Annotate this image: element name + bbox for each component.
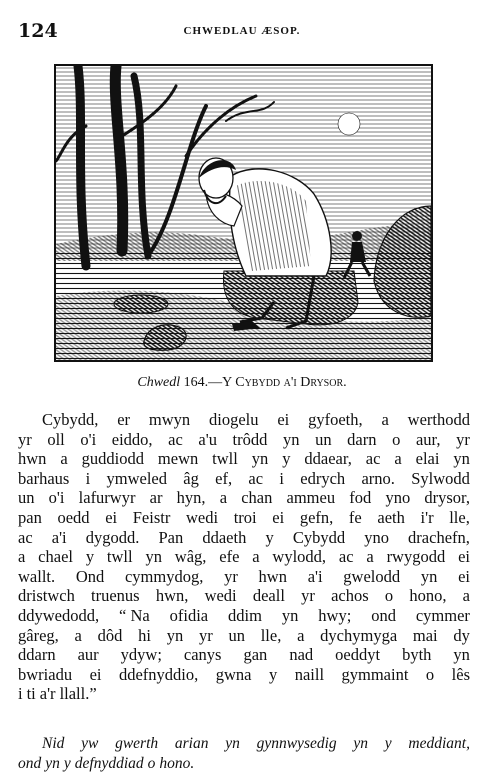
word: a'i: [307, 566, 323, 586]
word: naill: [294, 664, 325, 684]
word: ar: [149, 488, 163, 508]
word: er: [117, 410, 131, 429]
word: gan: [243, 645, 268, 665]
woodcut-illustration: [54, 64, 433, 362]
word: wedi: [185, 507, 219, 527]
word: arian: [174, 735, 209, 752]
fable-line: [18, 586, 470, 606]
fable-line: [18, 469, 470, 489]
word: pan: [18, 507, 42, 527]
word: yr: [301, 586, 315, 606]
word: yr: [18, 429, 32, 449]
word: a: [381, 410, 389, 429]
word: hwn,: [155, 586, 189, 606]
word: y: [282, 449, 291, 469]
word: gyfoeth,: [308, 410, 363, 429]
word: rwygodd: [386, 547, 446, 567]
word: y: [63, 754, 71, 772]
word: ti: [26, 684, 36, 704]
word: Nid: [42, 735, 65, 752]
word: y: [265, 527, 274, 547]
word: a'i: [51, 527, 67, 547]
word: ei: [272, 507, 285, 527]
word: lafurwyr: [78, 488, 136, 508]
word: dy: [453, 625, 470, 645]
word: canys: [183, 645, 222, 665]
word: arno.: [361, 468, 395, 488]
word: meddiant,: [408, 735, 470, 752]
word: gâreg,: [18, 625, 59, 645]
word: troi: [233, 507, 257, 527]
word: llall.”: [59, 684, 97, 704]
word: yr: [456, 429, 470, 449]
moral-text: [18, 734, 470, 773]
running-head: [18, 20, 466, 42]
fable-line: [18, 567, 470, 587]
word: ymweled: [106, 468, 167, 488]
word: defnyddiad: [74, 754, 144, 772]
word: yn: [282, 429, 300, 449]
running-title: CHWEDLAU ÆSOP.: [183, 25, 301, 37]
word: a'u: [198, 429, 217, 449]
word: ydyw;: [120, 645, 162, 665]
word: aur,: [415, 429, 441, 449]
word: yn: [45, 754, 60, 772]
word: yn: [453, 645, 470, 665]
moral-line: [18, 754, 470, 774]
word: ac: [338, 547, 354, 567]
word: truenus: [91, 586, 140, 606]
word: efe: [219, 547, 240, 567]
word: gynnwysedig: [256, 735, 337, 752]
word: i: [85, 468, 91, 488]
word: yn: [453, 449, 470, 469]
word: a: [366, 547, 374, 567]
word: yn: [225, 735, 240, 752]
word: twll: [106, 547, 133, 567]
word: gwerth: [115, 735, 159, 752]
word: achos: [331, 586, 369, 606]
word: o: [392, 429, 401, 449]
word: yno: [364, 527, 389, 547]
word: Cybydd: [292, 527, 346, 547]
fable-line: [18, 410, 470, 430]
fable-line: [18, 449, 470, 469]
word: ofidia: [169, 605, 209, 625]
word: o'i: [80, 429, 97, 449]
word: ac: [248, 468, 264, 488]
page-number: 124: [18, 20, 58, 42]
word: a: [297, 625, 305, 645]
word: a: [219, 488, 228, 508]
word: Cybydd,: [42, 410, 99, 429]
word: Pan: [158, 527, 184, 547]
word: yn: [281, 605, 299, 625]
word: un: [18, 488, 35, 508]
word: bwriadu: [18, 664, 73, 684]
word: dôd: [97, 625, 123, 645]
fable-line: [18, 547, 470, 567]
word: y: [268, 664, 278, 684]
word: wallt.: [18, 566, 56, 586]
word: werthodd: [407, 410, 470, 429]
fable-line: [18, 528, 470, 548]
word: yno: [385, 488, 411, 508]
word: aur: [77, 645, 99, 665]
word: ammeu: [286, 488, 336, 508]
fable-text: [18, 410, 470, 704]
caption-number: 164.: [183, 375, 209, 390]
fable-line: [18, 626, 470, 646]
word: ond: [18, 754, 42, 772]
word: ddefnyddio,: [118, 664, 199, 684]
fable-line: [18, 606, 470, 626]
word: deall: [252, 586, 285, 606]
word: ac: [18, 527, 33, 547]
illustration-caption: [0, 375, 484, 391]
fable-line: [18, 684, 470, 704]
word: o: [384, 586, 394, 606]
word: hi: [138, 625, 151, 645]
word: ac: [365, 449, 381, 469]
word: trôdd: [232, 429, 268, 449]
word: lle,: [260, 625, 282, 645]
word: ac: [168, 429, 183, 449]
word: ond: [371, 605, 396, 625]
word: ddywedodd,: [18, 605, 100, 625]
fable-line: [18, 508, 470, 528]
word: ei: [105, 507, 118, 527]
word: cymmer: [415, 605, 470, 625]
word: chael: [38, 547, 73, 567]
word: nad: [289, 645, 314, 665]
word: ei: [458, 566, 470, 586]
word: “ Na: [119, 605, 150, 625]
word: drysor,: [424, 488, 470, 508]
fable-line: [18, 645, 470, 665]
word: o'i: [48, 488, 65, 508]
word: hono,: [409, 586, 447, 606]
word: yn: [353, 735, 369, 752]
word: gefn,: [299, 507, 334, 527]
word: yn: [166, 625, 184, 645]
word: gymmaint: [341, 664, 409, 684]
fable-line: [18, 488, 470, 508]
word: gwna: [215, 664, 252, 684]
miser-engraving: [56, 66, 431, 360]
word: a: [18, 547, 26, 567]
dug-hole: [114, 295, 168, 313]
word: yn: [145, 547, 162, 567]
word: hono.: [159, 754, 195, 772]
word: gwelodd: [343, 566, 401, 586]
word: un: [315, 429, 332, 449]
word: aeth: [377, 507, 405, 527]
fable-line: [18, 430, 470, 450]
word: y: [85, 547, 95, 567]
word: ddim: [228, 605, 262, 625]
word: lle,: [449, 507, 470, 527]
word: un: [228, 625, 245, 645]
word: a: [74, 625, 82, 645]
word: wâg,: [174, 547, 207, 567]
word: a: [394, 449, 402, 469]
word: elai: [415, 449, 440, 469]
word: fe: [348, 507, 362, 527]
word: dychymyga: [320, 625, 398, 645]
word: cymmydog,: [124, 566, 204, 586]
word: ddarn: [18, 645, 56, 665]
word: twll: [212, 449, 238, 469]
word: ddaeth: [202, 527, 247, 547]
word: yr: [198, 625, 213, 645]
word: a: [462, 586, 470, 606]
word: hyn,: [176, 488, 206, 508]
word: mewn: [157, 449, 199, 469]
word: ddaear,: [304, 449, 352, 469]
moon: [338, 113, 360, 135]
moral-line: [18, 734, 470, 754]
word: ei: [458, 547, 470, 567]
word: o: [425, 664, 435, 684]
word: hwn: [258, 566, 287, 586]
word: Feistr: [132, 507, 171, 527]
word: Ond: [75, 566, 105, 586]
word: Sylwodd: [411, 468, 470, 488]
word: ei: [277, 410, 290, 429]
word: dygodd.: [85, 527, 140, 547]
word: i'r: [420, 507, 434, 527]
word: fod: [349, 488, 372, 508]
word: o: [147, 754, 156, 772]
word: a: [60, 449, 68, 469]
word: edrych: [300, 468, 346, 488]
word: lês: [451, 664, 470, 684]
word: mai: [412, 625, 438, 645]
word: barhaus: [18, 468, 70, 488]
word: oeddyt: [335, 645, 381, 665]
word: mwyn: [148, 410, 191, 429]
word: drachefn,: [408, 527, 470, 547]
word: eiddo,: [111, 429, 153, 449]
word: chan: [241, 488, 273, 508]
word: hwy;: [318, 605, 352, 625]
word: darn: [347, 429, 377, 449]
word: a: [252, 547, 260, 567]
word: ei: [89, 664, 102, 684]
word: âg: [183, 468, 199, 488]
word: i: [279, 468, 284, 488]
word: ef,: [215, 468, 233, 488]
word: oedd: [57, 507, 90, 527]
fable-line: [18, 665, 470, 685]
word: dristwch: [18, 586, 75, 606]
word: a'r: [39, 684, 56, 704]
word: wedi: [204, 586, 237, 606]
word: oll: [47, 429, 65, 449]
caption-title: —Y Cybydd a'i Drysor.: [208, 375, 347, 390]
word: yw: [81, 735, 99, 752]
word: wylodd,: [272, 547, 327, 567]
word: byth: [402, 645, 432, 665]
word: diogelu: [209, 410, 259, 429]
word: i: [18, 684, 23, 704]
word: y: [384, 735, 392, 752]
caption-lead: Chwedl: [137, 375, 181, 390]
word: yr: [224, 566, 238, 586]
word: guddiodd: [81, 449, 144, 469]
word: hwn: [18, 449, 47, 469]
word: yn: [251, 449, 269, 469]
word: yn: [420, 566, 438, 586]
